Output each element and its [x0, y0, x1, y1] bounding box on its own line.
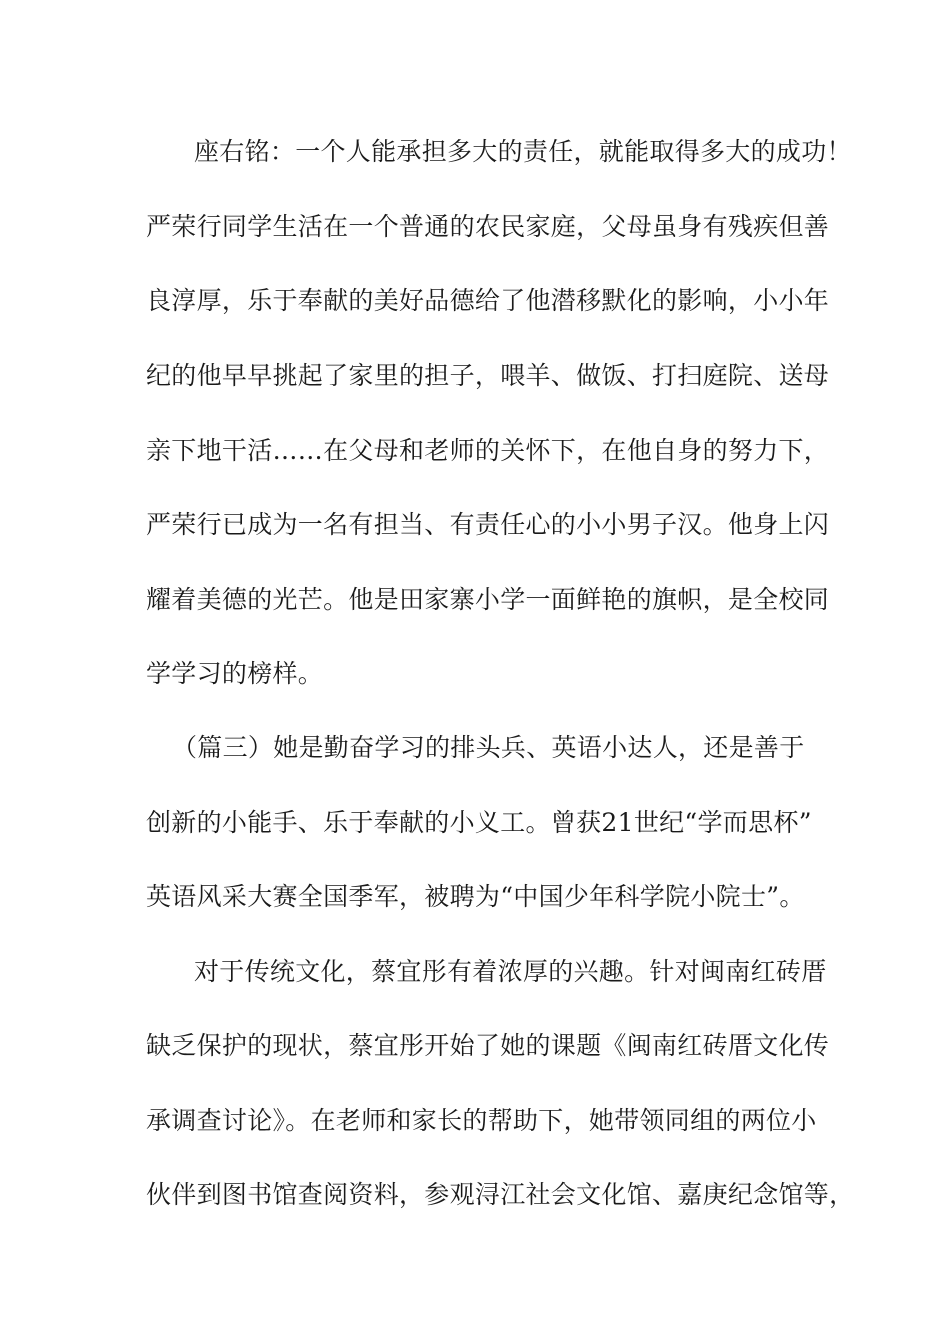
text-line: 缺乏保护的现状，蔡宜彤开始了她的课题《闽南红砖厝文化传: [146, 1031, 830, 1060]
text-line: 学学习的榜样。: [146, 659, 324, 688]
text-line: 英语风采大赛全国季军，被聘为“中国少年科学院小院士”。: [146, 882, 805, 911]
text-line: 严荣行同学生活在一个普通的农民家庭，父母虽身有残疾但善: [146, 212, 830, 241]
text-line: 耀着美德的光芒。他是田家寨小学一面鲜艳的旗帜，是全校同: [146, 585, 830, 614]
text-line: 承调查讨论》。在老师和家长的帮助下，她带领同组的两位小: [146, 1106, 817, 1135]
text-line: 纪的他早早挑起了家里的担子，喂羊、做饭、打扫庭院、送母: [146, 361, 830, 390]
text-line: 良淳厚，乐于奉献的美好品德给了他潜移默化的影响，小小年: [146, 286, 830, 315]
text-line: 严荣行已成为一名有担当、有责任心的小小男子汉。他身上闪: [146, 510, 830, 539]
section-three-first-line: （篇三）她是勤奋学习的排头兵、英语小达人，还是善于: [172, 733, 805, 762]
text-line: 创新的小能手、乐于奉献的小义工。曾获21世纪“学而思杯”: [146, 808, 812, 837]
motto-line: 座右铭：一个人能承担多大的责任，就能取得多大的成功！: [194, 137, 852, 166]
text-line: 伙伴到图书馆查阅资料，参观浔江社会文化馆、嘉庚纪念馆等，: [146, 1180, 855, 1209]
text-line: 亲下地干活……在父母和老师的关怀下，在他自身的努力下，: [146, 436, 830, 465]
paragraph-first-line: 对于传统文化，蔡宜彤有着浓厚的兴趣。针对闽南红砖厝: [194, 957, 827, 986]
